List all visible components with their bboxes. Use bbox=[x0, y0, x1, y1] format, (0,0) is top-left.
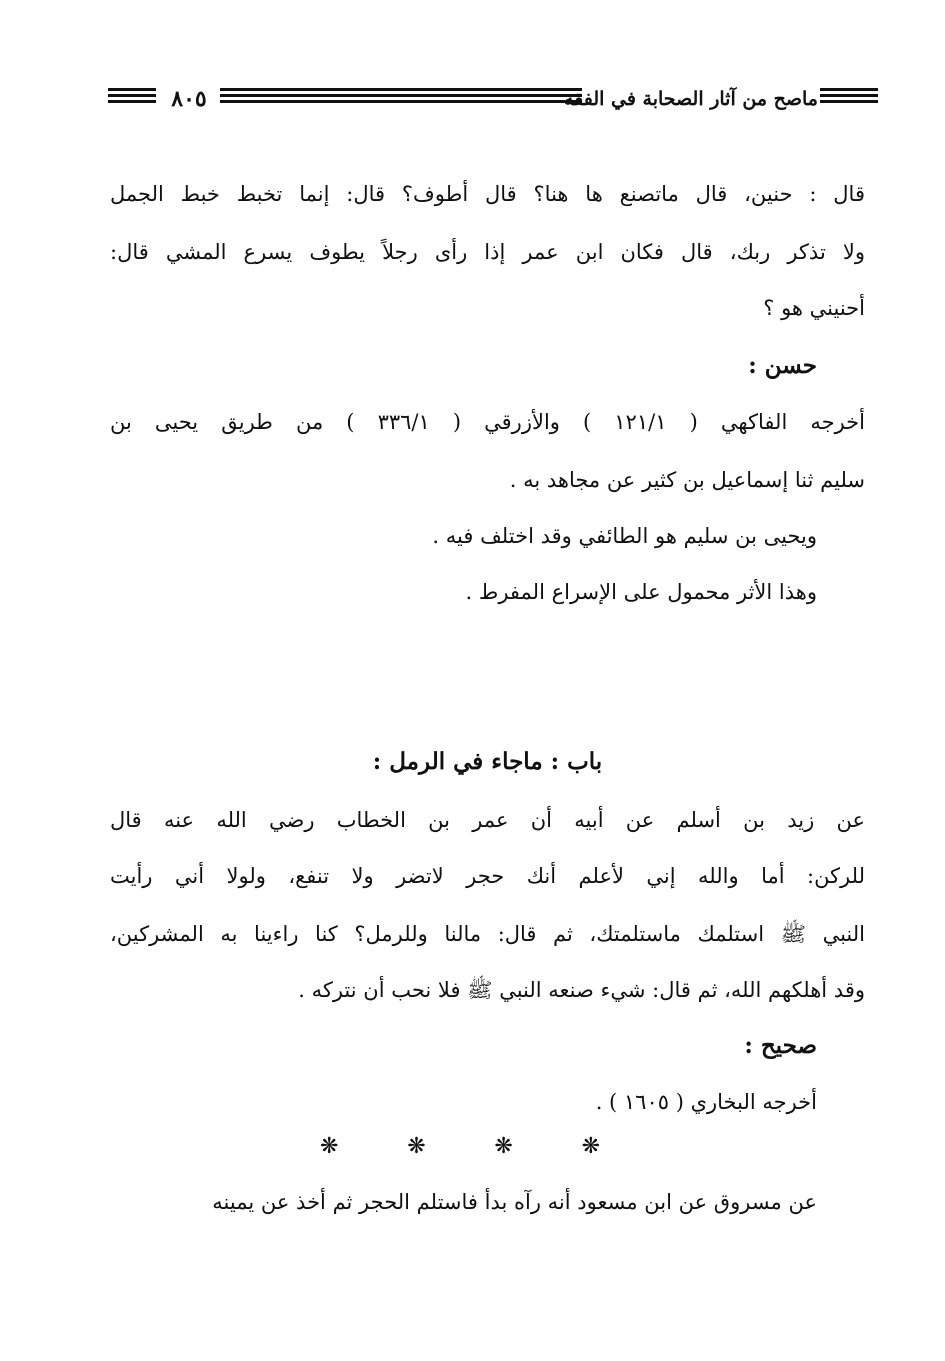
takhrij-line: أخرجه الفاكهي ( ١٢١/١ ) والأزرقي ( ٣٣٦/١ ) من طريق يحيى بن bbox=[110, 410, 865, 434]
header-rule-middle bbox=[220, 88, 582, 110]
text-line: قال : حنين، قال ماتصنع ها هنا؟ قال أطوف؟ قال: إنما تخبط خبط الجمل bbox=[110, 182, 865, 206]
text-line: عن مسروق عن ابن مسعود أنه رآه بدأ فاستلم الحجر ثم أخذ عن يمينه bbox=[212, 1190, 817, 1214]
note-line: ويحيى بن سليم هو الطائفي وقد اختلف فيه . bbox=[432, 524, 817, 548]
text-line: وقد أهلكهم الله، ثم قال: شيء صنعه النبي ﷺ فلا نحب أن نتركه . bbox=[298, 978, 865, 1002]
text-line: عن زيد بن أسلم عن أبيه أن عمر بن الخطاب رضي الله عنه قال bbox=[110, 808, 865, 832]
note-line: وهذا الأثر محمول على الإسراع المفرط . bbox=[465, 580, 817, 604]
header-rule-right bbox=[820, 88, 878, 110]
running-header bbox=[108, 82, 878, 116]
hadith-grade: صحيح : bbox=[744, 1032, 817, 1059]
star-ornament-icon: ❋ bbox=[581, 1134, 600, 1159]
chapter-heading: باب : ماجاء في الرمل : bbox=[372, 748, 603, 775]
star-ornament-icon: ❋ bbox=[407, 1134, 426, 1159]
header-rule-left bbox=[108, 88, 156, 110]
section-separator bbox=[320, 1132, 600, 1162]
text-line: ولا تذكر ربك، قال فكان ابن عمر إذا رأى رجلاً يطوف يسرع المشي قال: bbox=[110, 240, 865, 264]
text-line: النبي ﷺ استلمك ماستلمتك، ثم قال: مالنا وللرمل؟ كنا راءينا به المشركين، bbox=[110, 922, 865, 946]
book-title: ماصح من آثار الصحابة في الفقه bbox=[563, 88, 818, 110]
star-ornament-icon: ❋ bbox=[320, 1134, 339, 1159]
takhrij-line: أخرجه البخاري ( ١٦٠٥ ) . bbox=[595, 1090, 817, 1114]
hadith-grade: حسن : bbox=[748, 352, 817, 379]
takhrij-line: سليم ثنا إسماعيل بن كثير عن مجاهد به . bbox=[509, 468, 865, 492]
star-ornament-icon: ❋ bbox=[494, 1134, 513, 1159]
page-number: ٨٠٥ bbox=[171, 86, 207, 112]
text-line: أحنيني هو ؟ bbox=[763, 296, 865, 320]
text-line: للركن: أما والله إني لأعلم أنك حجر لاتضر ولا تنفع، ولولا أني رأيت bbox=[110, 864, 865, 888]
